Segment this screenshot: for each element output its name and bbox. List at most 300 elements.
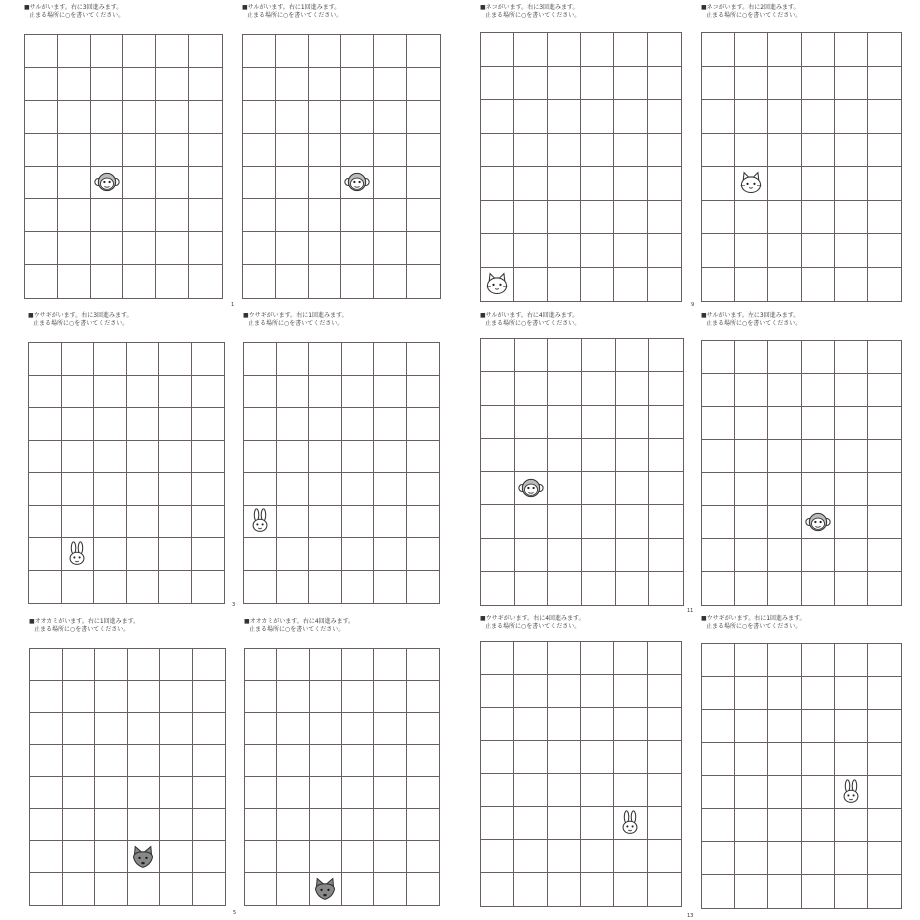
grid-cell[interactable] [25, 265, 58, 298]
grid-cell[interactable] [29, 441, 62, 474]
grid-cell[interactable] [407, 571, 440, 604]
grid-cell[interactable] [514, 234, 547, 268]
grid-cell[interactable] [156, 232, 189, 265]
grid-cell[interactable] [768, 134, 801, 168]
grid-cell[interactable] [374, 777, 406, 809]
grid-cell[interactable] [548, 840, 581, 873]
grid-cell[interactable] [62, 506, 95, 539]
grid-cell[interactable] [374, 134, 407, 167]
grid-cell[interactable] [374, 167, 407, 200]
grid-cell[interactable] [277, 745, 309, 777]
grid-cell[interactable] [768, 743, 801, 776]
grid-cell[interactable] [614, 840, 647, 873]
grid-cell[interactable] [649, 572, 683, 605]
grid-cell[interactable] [30, 713, 63, 745]
grid-cell[interactable] [768, 407, 801, 440]
grid-cell[interactable] [244, 538, 277, 571]
grid-cell[interactable] [481, 372, 515, 405]
grid-cell[interactable] [342, 841, 374, 873]
grid-cell[interactable] [649, 505, 683, 538]
grid-cell[interactable] [374, 441, 407, 474]
grid-cell[interactable] [648, 873, 681, 906]
grid-cell[interactable] [581, 134, 614, 168]
grid-cell[interactable] [514, 840, 547, 873]
grid-cell[interactable] [648, 268, 681, 302]
grid-cell[interactable] [193, 681, 226, 713]
grid-cell[interactable] [407, 681, 439, 713]
grid-cell[interactable] [342, 343, 375, 376]
grid-cell[interactable] [735, 67, 768, 101]
grid-cell[interactable] [94, 376, 127, 409]
grid-cell[interactable] [309, 232, 342, 265]
grid-cell[interactable] [868, 67, 901, 101]
grid-cell[interactable] [29, 376, 62, 409]
grid-cell[interactable] [244, 571, 277, 604]
grid-cell[interactable] [192, 538, 225, 571]
grid-cell[interactable] [802, 268, 835, 302]
grid-cell[interactable] [407, 538, 440, 571]
grid-cell[interactable] [243, 68, 276, 101]
grid-cell[interactable] [127, 441, 160, 474]
grid-cell[interactable] [160, 713, 193, 745]
grid-cell[interactable] [309, 408, 342, 441]
grid-cell[interactable] [277, 873, 309, 905]
grid-cell[interactable] [123, 68, 156, 101]
grid-cell[interactable] [159, 441, 192, 474]
grid-cell[interactable] [127, 473, 160, 506]
grid-cell[interactable] [735, 268, 768, 302]
grid-cell[interactable] [581, 67, 614, 101]
grid-cell[interactable] [63, 681, 96, 713]
grid-cell[interactable] [63, 873, 96, 905]
grid-cell[interactable] [835, 809, 868, 842]
grid-cell[interactable] [548, 873, 581, 906]
grid-cell[interactable] [374, 343, 407, 376]
grid-cell[interactable] [768, 374, 801, 407]
grid-cell[interactable] [94, 441, 127, 474]
grid-cell[interactable] [30, 841, 63, 873]
grid-cell[interactable] [276, 232, 309, 265]
grid-cell[interactable] [277, 571, 310, 604]
grid-cell[interactable] [25, 134, 58, 167]
grid-cell[interactable] [514, 134, 547, 168]
grid-cell[interactable] [481, 268, 514, 302]
grid-cell[interactable] [374, 713, 406, 745]
grid-cell[interactable] [277, 841, 309, 873]
grid-cell[interactable] [702, 341, 735, 374]
grid-cell[interactable] [735, 842, 768, 875]
grid-cell[interactable] [548, 505, 582, 538]
grid-cell[interactable] [91, 134, 124, 167]
grid-cell[interactable] [128, 649, 161, 681]
grid-cell[interactable] [514, 741, 547, 774]
grid-cell[interactable] [245, 745, 277, 777]
grid-cell[interactable] [277, 777, 309, 809]
grid-cell[interactable] [156, 265, 189, 298]
grid-cell[interactable] [245, 649, 277, 681]
grid-cell[interactable] [735, 809, 768, 842]
grid-cell[interactable] [768, 100, 801, 134]
grid-cell[interactable] [123, 35, 156, 68]
grid-cell[interactable] [835, 743, 868, 776]
grid-cell[interactable] [868, 539, 901, 572]
grid-cell[interactable] [342, 745, 374, 777]
grid-cell[interactable] [835, 677, 868, 710]
grid-cell[interactable] [159, 408, 192, 441]
grid-cell[interactable] [63, 809, 96, 841]
grid-cell[interactable] [735, 201, 768, 235]
grid-cell[interactable] [342, 376, 375, 409]
grid-cell[interactable] [515, 505, 549, 538]
grid-cell[interactable] [243, 232, 276, 265]
grid-cell[interactable] [735, 440, 768, 473]
grid-cell[interactable] [123, 199, 156, 232]
grid-cell[interactable] [374, 199, 407, 232]
grid-cell[interactable] [192, 506, 225, 539]
grid-cell[interactable] [374, 649, 406, 681]
grid-cell[interactable] [407, 745, 439, 777]
grid-cell[interactable] [374, 408, 407, 441]
grid-cell[interactable] [835, 33, 868, 67]
grid-cell[interactable] [58, 134, 91, 167]
grid-cell[interactable] [95, 809, 128, 841]
grid-cell[interactable] [30, 681, 63, 713]
grid-cell[interactable] [374, 232, 407, 265]
grid-cell[interactable] [702, 842, 735, 875]
grid-cell[interactable] [614, 67, 647, 101]
grid-cell[interactable] [581, 807, 614, 840]
grid-cell[interactable] [648, 708, 681, 741]
grid-cell[interactable] [374, 35, 407, 68]
grid-cell[interactable] [735, 875, 768, 908]
grid-cell[interactable] [25, 232, 58, 265]
grid-cell[interactable] [702, 407, 735, 440]
grid-cell[interactable] [768, 167, 801, 201]
grid-cell[interactable] [616, 505, 650, 538]
grid-cell[interactable] [648, 675, 681, 708]
grid-cell[interactable] [95, 841, 128, 873]
grid-cell[interactable] [244, 408, 277, 441]
grid-cell[interactable] [342, 408, 375, 441]
grid-cell[interactable] [341, 101, 374, 134]
grid-cell[interactable] [835, 440, 868, 473]
grid-cell[interactable] [702, 473, 735, 506]
grid-cell[interactable] [802, 407, 835, 440]
grid-cell[interactable] [310, 777, 342, 809]
grid-cell[interactable] [277, 649, 309, 681]
grid-cell[interactable] [735, 539, 768, 572]
grid-cell[interactable] [614, 100, 647, 134]
grid-cell[interactable] [310, 873, 342, 905]
grid-cell[interactable] [702, 743, 735, 776]
grid-cell[interactable] [128, 745, 161, 777]
grid-cell[interactable] [735, 234, 768, 268]
grid-cell[interactable] [582, 472, 616, 505]
grid-cell[interactable] [702, 33, 735, 67]
grid-cell[interactable] [581, 201, 614, 235]
grid-cell[interactable] [648, 167, 681, 201]
grid-cell[interactable] [868, 743, 901, 776]
grid-cell[interactable] [514, 100, 547, 134]
grid-cell[interactable] [735, 644, 768, 677]
grid-cell[interactable] [768, 710, 801, 743]
grid-cell[interactable] [649, 472, 683, 505]
grid-cell[interactable] [581, 840, 614, 873]
grid-cell[interactable] [481, 840, 514, 873]
grid-cell[interactable] [374, 538, 407, 571]
grid-cell[interactable] [835, 201, 868, 235]
grid-cell[interactable] [581, 167, 614, 201]
grid-cell[interactable] [481, 675, 514, 708]
grid-cell[interactable] [407, 343, 440, 376]
grid-cell[interactable] [835, 374, 868, 407]
grid-cell[interactable] [548, 741, 581, 774]
grid-cell[interactable] [245, 681, 277, 713]
grid-cell[interactable] [29, 538, 62, 571]
grid-cell[interactable] [515, 539, 549, 572]
grid-cell[interactable] [481, 201, 514, 235]
grid-cell[interactable] [91, 167, 124, 200]
grid-cell[interactable] [868, 677, 901, 710]
grid-cell[interactable] [515, 472, 549, 505]
grid-cell[interactable] [702, 100, 735, 134]
grid-cell[interactable] [735, 134, 768, 168]
grid-cell[interactable] [159, 506, 192, 539]
grid-cell[interactable] [193, 809, 226, 841]
grid-cell[interactable] [342, 873, 374, 905]
grid-cell[interactable] [868, 201, 901, 235]
grid-cell[interactable] [481, 339, 515, 372]
grid-cell[interactable] [548, 439, 582, 472]
grid-cell[interactable] [582, 372, 616, 405]
grid-cell[interactable] [648, 134, 681, 168]
grid-cell[interactable] [514, 268, 547, 302]
grid-cell[interactable] [868, 341, 901, 374]
grid-cell[interactable] [127, 538, 160, 571]
grid-cell[interactable] [614, 675, 647, 708]
grid-cell[interactable] [30, 745, 63, 777]
grid-cell[interactable] [616, 572, 650, 605]
grid-cell[interactable] [614, 33, 647, 67]
grid-cell[interactable] [62, 343, 95, 376]
grid-cell[interactable] [407, 101, 440, 134]
grid-cell[interactable] [58, 35, 91, 68]
grid-cell[interactable] [614, 708, 647, 741]
grid-cell[interactable] [127, 408, 160, 441]
grid-cell[interactable] [514, 201, 547, 235]
grid-cell[interactable] [309, 265, 342, 298]
grid-cell[interactable] [341, 68, 374, 101]
grid-cell[interactable] [582, 505, 616, 538]
grid-cell[interactable] [868, 572, 901, 605]
grid-cell[interactable] [702, 440, 735, 473]
grid-cell[interactable] [481, 505, 515, 538]
grid-cell[interactable] [548, 708, 581, 741]
grid-cell[interactable] [868, 440, 901, 473]
grid-cell[interactable] [245, 873, 277, 905]
grid-cell[interactable] [614, 201, 647, 235]
grid-cell[interactable] [277, 538, 310, 571]
grid-cell[interactable] [768, 875, 801, 908]
grid-cell[interactable] [768, 809, 801, 842]
grid-cell[interactable] [548, 539, 582, 572]
grid-cell[interactable] [868, 842, 901, 875]
grid-cell[interactable] [25, 199, 58, 232]
grid-cell[interactable] [189, 35, 222, 68]
grid-cell[interactable] [309, 134, 342, 167]
grid-cell[interactable] [481, 642, 514, 675]
grid-cell[interactable] [341, 232, 374, 265]
grid-cell[interactable] [244, 376, 277, 409]
grid-cell[interactable] [802, 341, 835, 374]
grid-cell[interactable] [481, 406, 515, 439]
grid-cell[interactable] [91, 265, 124, 298]
grid-cell[interactable] [649, 372, 683, 405]
grid-cell[interactable] [374, 571, 407, 604]
grid-cell[interactable] [189, 68, 222, 101]
grid-cell[interactable] [277, 408, 310, 441]
grid-cell[interactable] [548, 675, 581, 708]
grid-cell[interactable] [702, 644, 735, 677]
grid-cell[interactable] [802, 809, 835, 842]
grid-cell[interactable] [768, 644, 801, 677]
grid-cell[interactable] [245, 809, 277, 841]
grid-cell[interactable] [835, 268, 868, 302]
grid-cell[interactable] [128, 681, 161, 713]
grid-cell[interactable] [374, 841, 406, 873]
grid-cell[interactable] [407, 376, 440, 409]
grid-cell[interactable] [735, 33, 768, 67]
grid-cell[interactable] [342, 809, 374, 841]
grid-cell[interactable] [481, 33, 514, 67]
grid-cell[interactable] [835, 407, 868, 440]
grid-cell[interactable] [407, 506, 440, 539]
grid-cell[interactable] [802, 710, 835, 743]
grid-cell[interactable] [309, 506, 342, 539]
grid-cell[interactable] [123, 232, 156, 265]
grid-cell[interactable] [802, 677, 835, 710]
grid-cell[interactable] [374, 376, 407, 409]
grid-cell[interactable] [63, 713, 96, 745]
grid-cell[interactable] [309, 343, 342, 376]
grid-cell[interactable] [835, 167, 868, 201]
grid-cell[interactable] [581, 873, 614, 906]
grid-cell[interactable] [835, 776, 868, 809]
grid-cell[interactable] [407, 809, 439, 841]
grid-cell[interactable] [702, 572, 735, 605]
grid-cell[interactable] [735, 341, 768, 374]
grid-cell[interactable] [277, 473, 310, 506]
grid-cell[interactable] [481, 708, 514, 741]
grid-cell[interactable] [374, 473, 407, 506]
grid-cell[interactable] [514, 807, 547, 840]
grid-cell[interactable] [310, 841, 342, 873]
grid-cell[interactable] [95, 745, 128, 777]
grid-cell[interactable] [276, 167, 309, 200]
grid-cell[interactable] [614, 873, 647, 906]
grid-cell[interactable] [193, 841, 226, 873]
grid-cell[interactable] [58, 199, 91, 232]
grid-cell[interactable] [342, 473, 375, 506]
grid-cell[interactable] [868, 710, 901, 743]
grid-cell[interactable] [702, 201, 735, 235]
grid-cell[interactable] [159, 343, 192, 376]
grid-cell[interactable] [62, 441, 95, 474]
grid-cell[interactable] [735, 743, 768, 776]
grid-cell[interactable] [91, 68, 124, 101]
grid-cell[interactable] [58, 232, 91, 265]
grid-cell[interactable] [616, 472, 650, 505]
grid-cell[interactable] [407, 232, 440, 265]
grid-cell[interactable] [62, 473, 95, 506]
grid-cell[interactable] [91, 35, 124, 68]
grid-cell[interactable] [342, 777, 374, 809]
grid-cell[interactable] [548, 268, 581, 302]
grid-cell[interactable] [868, 809, 901, 842]
grid-cell[interactable] [481, 67, 514, 101]
grid-cell[interactable] [156, 199, 189, 232]
grid-cell[interactable] [156, 167, 189, 200]
grid-cell[interactable] [614, 234, 647, 268]
grid-cell[interactable] [548, 642, 581, 675]
grid-cell[interactable] [407, 777, 439, 809]
grid-cell[interactable] [702, 374, 735, 407]
grid-cell[interactable] [768, 341, 801, 374]
grid-cell[interactable] [648, 67, 681, 101]
grid-cell[interactable] [244, 506, 277, 539]
grid-cell[interactable] [407, 134, 440, 167]
grid-cell[interactable] [835, 473, 868, 506]
grid-cell[interactable] [702, 875, 735, 908]
grid-cell[interactable] [582, 406, 616, 439]
grid-cell[interactable] [702, 67, 735, 101]
grid-cell[interactable] [63, 649, 96, 681]
grid-cell[interactable] [342, 441, 375, 474]
grid-cell[interactable] [648, 741, 681, 774]
grid-cell[interactable] [243, 101, 276, 134]
grid-cell[interactable] [868, 644, 901, 677]
grid-cell[interactable] [548, 234, 581, 268]
grid-cell[interactable] [802, 842, 835, 875]
grid-cell[interactable] [342, 649, 374, 681]
grid-cell[interactable] [548, 774, 581, 807]
grid-cell[interactable] [310, 809, 342, 841]
grid-cell[interactable] [374, 809, 406, 841]
grid-cell[interactable] [802, 572, 835, 605]
grid-cell[interactable] [702, 809, 735, 842]
grid-cell[interactable] [802, 473, 835, 506]
grid-cell[interactable] [63, 745, 96, 777]
grid-cell[interactable] [159, 376, 192, 409]
grid-cell[interactable] [702, 506, 735, 539]
grid-cell[interactable] [648, 840, 681, 873]
grid-cell[interactable] [374, 745, 406, 777]
grid-cell[interactable] [614, 741, 647, 774]
grid-cell[interactable] [702, 167, 735, 201]
grid-cell[interactable] [768, 473, 801, 506]
grid-cell[interactable] [548, 201, 581, 235]
grid-cell[interactable] [768, 776, 801, 809]
grid-cell[interactable] [159, 571, 192, 604]
grid-cell[interactable] [276, 199, 309, 232]
grid-cell[interactable] [128, 809, 161, 841]
grid-cell[interactable] [407, 199, 440, 232]
grid-cell[interactable] [835, 100, 868, 134]
grid-cell[interactable] [582, 439, 616, 472]
grid-cell[interactable] [868, 33, 901, 67]
grid-cell[interactable] [515, 372, 549, 405]
grid-cell[interactable] [768, 67, 801, 101]
